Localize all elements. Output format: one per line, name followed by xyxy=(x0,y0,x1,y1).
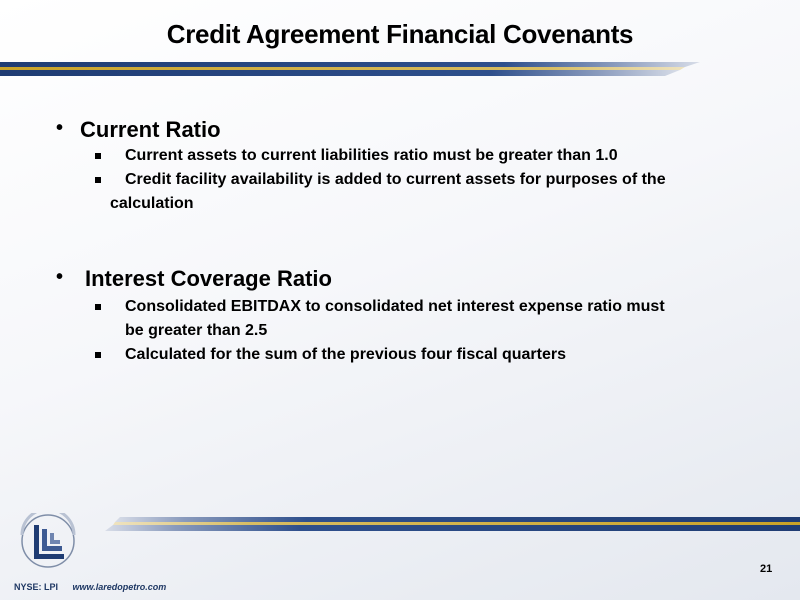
list-item xyxy=(125,168,666,192)
footer xyxy=(14,582,166,592)
page-number: 21 xyxy=(760,563,773,575)
laredo-logo xyxy=(20,513,76,569)
list-item xyxy=(125,295,665,319)
square-bullet-icon xyxy=(95,153,101,159)
list-item-text: Credit facility availability is added to current assets for purposes of the xyxy=(125,171,666,188)
list-item-text: be greater than 2.5 xyxy=(125,322,268,339)
section-heading xyxy=(56,266,332,292)
list-item-text: Calculated for the sum of the previous four fiscal quarters xyxy=(125,346,566,363)
square-bullet-icon xyxy=(95,304,101,310)
list-item-text: Consolidated EBITDAX to consolidated net interest expense ratio must xyxy=(125,298,665,315)
bottom-divider xyxy=(105,517,800,531)
square-bullet-icon xyxy=(95,177,101,183)
section-heading xyxy=(56,117,221,143)
list-item xyxy=(125,144,618,168)
bullet-icon: • xyxy=(56,117,64,139)
website-link[interactable]: www.laredopetro.com xyxy=(72,582,167,592)
square-bullet-icon xyxy=(95,352,101,358)
heading-text: Current Ratio xyxy=(80,117,221,142)
list-item-text: Current assets to current liabilities ratio must be greater than 1.0 xyxy=(125,147,618,164)
slide-title: Credit Agreement Financial Covenants xyxy=(166,19,634,49)
heading-text: Interest Coverage Ratio xyxy=(85,266,332,291)
list-item-continuation xyxy=(110,192,194,216)
ticker-label: NYSE: LPI xyxy=(14,582,59,592)
list-item xyxy=(125,343,566,367)
bullet-icon: • xyxy=(56,266,64,288)
list-item-text: calculation xyxy=(110,195,194,212)
list-item-continuation xyxy=(125,319,267,343)
